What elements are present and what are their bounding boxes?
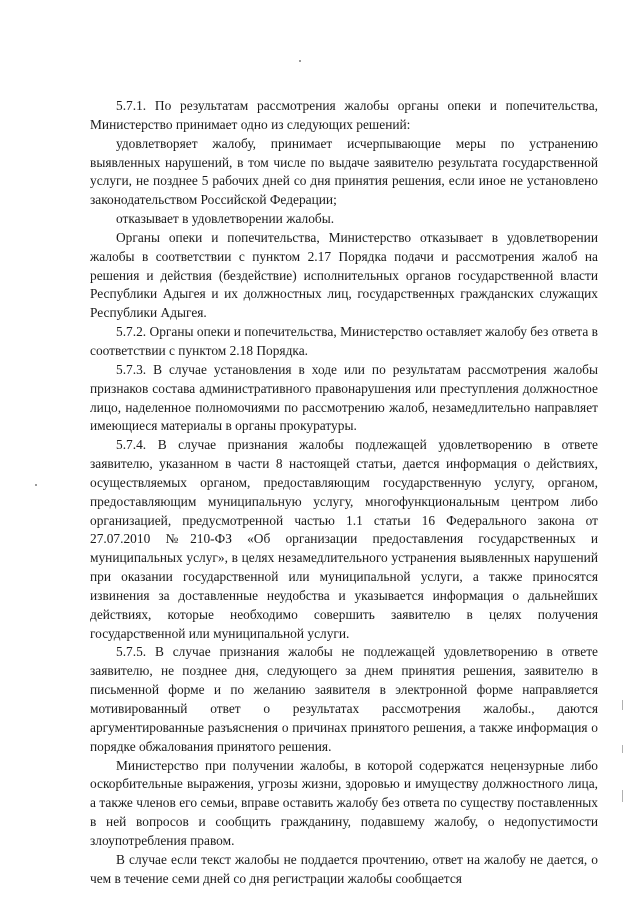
paragraph-decision-satisfy: удовлетворяет жалобу, принимает исчерпывающие меры по устранению выявленных нарушений, в том числе по выдаче заявителю результата государственной услуги, не позднее 5 рабочих дней со дня принятия решения, если иное не установлено законодательством Российской Федерации; (90, 135, 598, 208)
scan-edge-mark (622, 700, 623, 710)
scan-speck (35, 484, 37, 486)
paragraph-5-7-5: 5.7.5. В случае признания жалобы не подлежащей удовлетворению в ответе заявителю, не позднее дня, следующего за днем принятия решения, заявителю в письменной форме и по желанию заявителя в электронной форме направляется мотивированный ответ о результатах рассмотрения жалобы., даются аргументированные разъяснения о причинах принятого решения, а также информация о порядке обжалования принятого решения. (90, 644, 598, 754)
paragraph-5-7-3: 5.7.3. В случае установления в ходе или по результатам рассмотрения жалобы признаков состава административного правонарушения или преступления должностное лицо, наделенное полномочиями по рассмотрению жалоб, незамедлительно направляет имеющиеся материалы в органы прокуратуры. (90, 361, 598, 434)
paragraph-abusive-complaint: Министерство при получении жалобы, в которой содержатся нецензурные либо оскорбительные выражения, угрозы жизни, здоровью и имуществу должностного лица, а также членов его семьи, вправе оставить жалобу без ответа по существу поставленных в ней вопросов и сообщить гражданину, подавшему жалобу, о недопустимости злоупотребления правом. (90, 757, 598, 848)
paragraph-5-7-2: 5.7.2. Органы опеки и попечительства, Министерство оставляет жалобу без ответа в соответствии с пунктом 2.18 Порядка. (90, 324, 598, 358)
scan-speck (299, 60, 301, 62)
document-body (90, 97, 598, 888)
paragraph-refusal-basis: Органы опеки и попечительства, Министерство отказывает в удовлетворении жалобы в соответствии с пунктом 2.17 Порядка подачи и рассмотрения жалоб на решения и действия (бездействие) исполнительных органов государственной власти Республики Адыгея и их должностных лиц, государственных гражданских служащих Республики Адыгея. (90, 229, 598, 321)
scan-edge-mark (622, 790, 623, 802)
scan-edge-mark (622, 745, 623, 753)
paragraph-unreadable-complaint: В случае если текст жалобы не поддается прочтению, ответ на жалобу не дается, о чем в течение семи дней со дня регистрации жалобы сообщается (90, 851, 598, 886)
paragraph-5-7-1: 5.7.1. По результатам рассмотрения жалобы органы опеки и попечительства, Министерство принимает одно из следующих решений: (90, 98, 598, 132)
paragraph-5-7-4: 5.7.4. В случае признания жалобы подлежащей удовлетворению в ответе заявителю, указанном в части 8 настоящей статьи, дается информация о действиях, осуществляемых органом, предоставляющим государственную услугу, органом, предоставляющим муниципальную услугу, многофункциональным центром либо организацией, предусмотренной частью 1.1 статьи 16 Федерального закона от 27.07.2010 №210-ФЗ «Об организации предоставления государственных и муниципальных услуг», в целях незамедлительного устранения выявленных нарушений при оказании государственной или муниципальной услуги, а также приносятся извинения за доставленные неудобства и указывается информация о дальнейших действиях, которые необходимо совершить заявителю в целях получения государственной или муниципальной услуги. (90, 437, 598, 641)
paragraph-decision-refuse: отказывает в удовлетворении жалобы. (116, 211, 335, 227)
